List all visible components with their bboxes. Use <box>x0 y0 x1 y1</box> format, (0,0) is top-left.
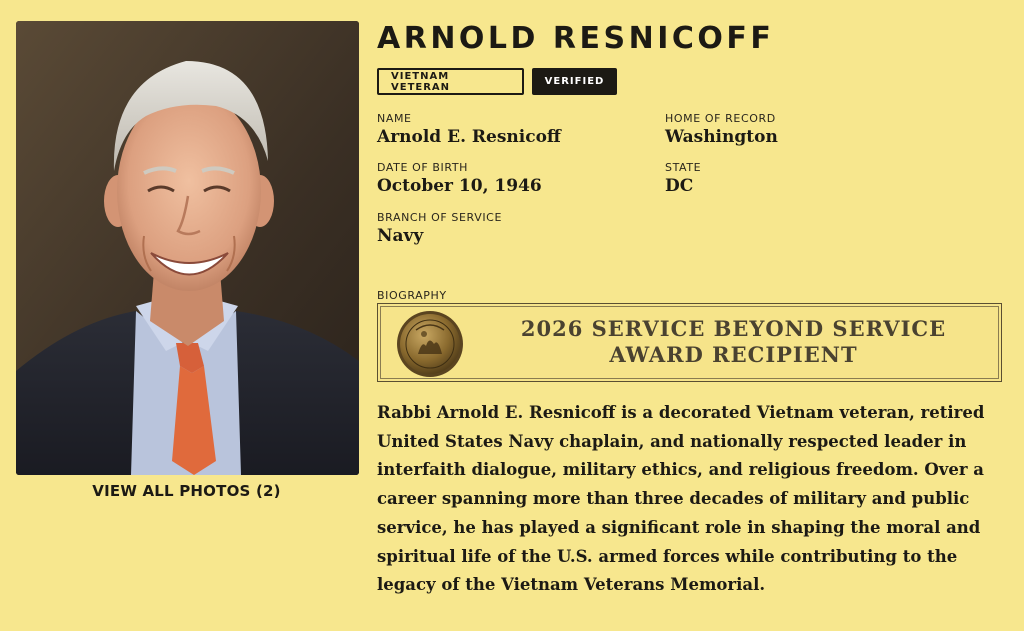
branch-field <box>377 211 502 247</box>
home-of-record-field <box>665 112 778 148</box>
home-of-record-label: HOME OF RECORD <box>665 112 776 125</box>
biography-text: Rabbi Arnold E. Resnicoff is a decorated Vietnam veteran, retired United States Navy chaplain, and nationally respected leader in interfaith dialogue, military ethics, and religious freedom. Over a career spanning more than three decades of military and public service, he has played a significant role in shaping the moral and spiritual life of the U.S. armed forces while contributing to the legacy of the Vietnam Veterans Memorial. <box>377 403 985 595</box>
name-value: Arnold E. Resnicoff <box>377 127 561 147</box>
award-line-2: AWARD RECIPIENT <box>609 342 858 367</box>
vietnam-veteran-badge: VIETNAM VETERAN <box>377 68 524 95</box>
biography-label: BIOGRAPHY <box>377 289 447 302</box>
branch-label: BRANCH OF SERVICE <box>377 211 503 224</box>
name-field <box>377 112 561 148</box>
view-all-photos-link[interactable]: VIEW ALL PHOTOS (2) <box>92 482 281 500</box>
dob-value: October 10, 1946 <box>377 176 542 196</box>
state-label: STATE <box>665 161 702 174</box>
bronze-medal-icon <box>396 310 464 378</box>
verified-badge: VERIFIED <box>532 68 617 95</box>
dob-field <box>377 161 542 197</box>
branch-value: Navy <box>377 226 424 246</box>
name-label: NAME <box>377 112 412 125</box>
home-of-record-value: Washington <box>665 127 778 147</box>
dob-label: DATE OF BIRTH <box>377 161 469 174</box>
state-value: DC <box>665 176 694 196</box>
portrait-image <box>16 21 359 475</box>
veteran-photo[interactable] <box>16 21 359 475</box>
award-banner <box>377 303 1002 382</box>
page-title: ARNOLD RESNICOFF <box>377 21 775 56</box>
award-text <box>474 316 993 368</box>
state-field <box>665 161 701 197</box>
badge-row <box>377 68 617 95</box>
award-line-1: 2026 SERVICE BEYOND SERVICE <box>520 316 947 341</box>
